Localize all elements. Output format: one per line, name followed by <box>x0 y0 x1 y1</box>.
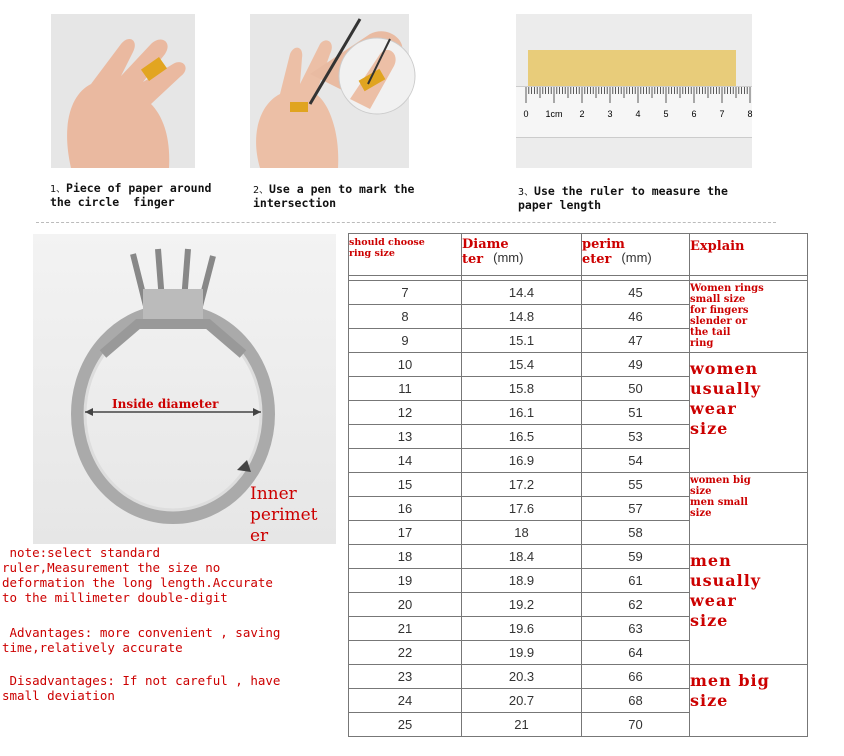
ruler-label: 6 <box>691 109 697 119</box>
cell-perimeter: 68 <box>582 689 690 713</box>
explain-text: women big size men small size <box>690 475 751 519</box>
inner-perimeter-label: Inner perimet er <box>250 484 318 546</box>
cell-perimeter: 49 <box>582 353 690 377</box>
cell-explain <box>690 473 808 545</box>
cell-perimeter: 55 <box>582 473 690 497</box>
ring-size-table <box>348 233 808 737</box>
cell-diameter: 16.1 <box>462 401 582 425</box>
cell-size: 16 <box>349 497 462 521</box>
cell-diameter: 21 <box>462 713 582 737</box>
table-row <box>349 353 808 377</box>
cell-diameter: 15.8 <box>462 377 582 401</box>
cell-perimeter: 53 <box>582 425 690 449</box>
cell-diameter: 14.4 <box>462 281 582 305</box>
cell-perimeter: 63 <box>582 617 690 641</box>
cell-diameter: 18.4 <box>462 545 582 569</box>
cell-size: 24 <box>349 689 462 713</box>
explain-text: men usually wear size <box>690 551 762 630</box>
table-header-row <box>349 234 808 276</box>
cell-perimeter: 66 <box>582 665 690 689</box>
cell-diameter: 14.8 <box>462 305 582 329</box>
cell-perimeter: 47 <box>582 329 690 353</box>
pen-mark-illustration <box>250 14 409 168</box>
hand-paper-illustration <box>51 14 195 168</box>
cell-perimeter: 51 <box>582 401 690 425</box>
cell-diameter: 18 <box>462 521 582 545</box>
ruler-label: 3 <box>607 109 613 119</box>
cell-size: 25 <box>349 713 462 737</box>
ruler-label: 7 <box>719 109 725 119</box>
step-1: 1、Piece of paper around the circle finger <box>50 181 212 209</box>
ruler-label: 2 <box>579 109 585 119</box>
cell-size: 9 <box>349 329 462 353</box>
cell-diameter: 19.2 <box>462 593 582 617</box>
cell-diameter: 15.1 <box>462 329 582 353</box>
cell-explain <box>690 353 808 473</box>
ruler-label: 8 <box>747 109 753 119</box>
cell-size: 10 <box>349 353 462 377</box>
cell-size: 12 <box>349 401 462 425</box>
cell-explain <box>690 545 808 665</box>
cell-size: 22 <box>349 641 462 665</box>
photo-paper-around-finger <box>51 14 195 168</box>
cell-perimeter: 62 <box>582 593 690 617</box>
ruler-label: 4 <box>635 109 641 119</box>
cell-size: 20 <box>349 593 462 617</box>
cell-diameter: 17.2 <box>462 473 582 497</box>
cell-perimeter: 45 <box>582 281 690 305</box>
cell-perimeter: 64 <box>582 641 690 665</box>
cell-perimeter: 54 <box>582 449 690 473</box>
explain-text: Women rings small size for fingers slender or the tail ring <box>690 283 764 349</box>
explain-text: men big size <box>690 671 770 710</box>
cell-perimeter: 70 <box>582 713 690 737</box>
cell-diameter: 17.6 <box>462 497 582 521</box>
cell-perimeter: 58 <box>582 521 690 545</box>
header-diameter: Diame ter (mm) <box>462 234 582 276</box>
cell-size: 18 <box>349 545 462 569</box>
cell-explain <box>690 665 808 737</box>
disadvantages-text: Disadvantages: If not careful , have small deviation <box>2 673 281 703</box>
advantages-text: Advantages: more convenient , saving time,relatively accurate <box>2 625 281 655</box>
step-3: 3、Use the ruler to measure the paper length <box>518 184 728 212</box>
cell-size: 11 <box>349 377 462 401</box>
cell-size: 8 <box>349 305 462 329</box>
cell-size: 7 <box>349 281 462 305</box>
cell-size: 13 <box>349 425 462 449</box>
divider <box>36 222 776 223</box>
cell-diameter: 15.4 <box>462 353 582 377</box>
cell-size: 14 <box>349 449 462 473</box>
cell-diameter: 19.9 <box>462 641 582 665</box>
table-row <box>349 473 808 497</box>
table-row <box>349 281 808 305</box>
cell-perimeter: 61 <box>582 569 690 593</box>
ruler-ticks <box>516 87 752 137</box>
photo-ruler <box>516 14 752 168</box>
ruler-label: 1cm <box>545 109 563 119</box>
table-row <box>349 665 808 689</box>
cell-perimeter: 59 <box>582 545 690 569</box>
step-2: 2、Use a pen to mark the intersection <box>253 182 415 210</box>
cell-diameter: 18.9 <box>462 569 582 593</box>
cell-size: 17 <box>349 521 462 545</box>
cell-size: 19 <box>349 569 462 593</box>
cell-perimeter: 57 <box>582 497 690 521</box>
cell-diameter: 16.5 <box>462 425 582 449</box>
cell-perimeter: 46 <box>582 305 690 329</box>
inside-diameter-label: Inside diameter <box>112 397 219 411</box>
header-perimeter: perim eter (mm) <box>582 234 690 276</box>
table-body <box>349 281 808 737</box>
cell-explain <box>690 281 808 353</box>
cell-perimeter: 50 <box>582 377 690 401</box>
cell-size: 21 <box>349 617 462 641</box>
cell-size: 15 <box>349 473 462 497</box>
photo-mark-with-pen <box>250 14 409 168</box>
ruler-label: 0 <box>523 109 529 119</box>
ruler <box>516 86 752 138</box>
explain-text: women usually wear size <box>690 359 762 438</box>
note-text: note:select standard ruler,Measurement the size no deformation the long length.Accurate to the millimeter double-digit <box>2 545 273 605</box>
ruler-label: 5 <box>663 109 669 119</box>
cell-diameter: 16.9 <box>462 449 582 473</box>
header-size: should choose ring size <box>349 234 462 276</box>
cell-size: 23 <box>349 665 462 689</box>
cell-diameter: 19.6 <box>462 617 582 641</box>
table-row <box>349 545 808 569</box>
cell-diameter: 20.3 <box>462 665 582 689</box>
header-explain: Explain <box>690 234 808 276</box>
cell-diameter: 20.7 <box>462 689 582 713</box>
